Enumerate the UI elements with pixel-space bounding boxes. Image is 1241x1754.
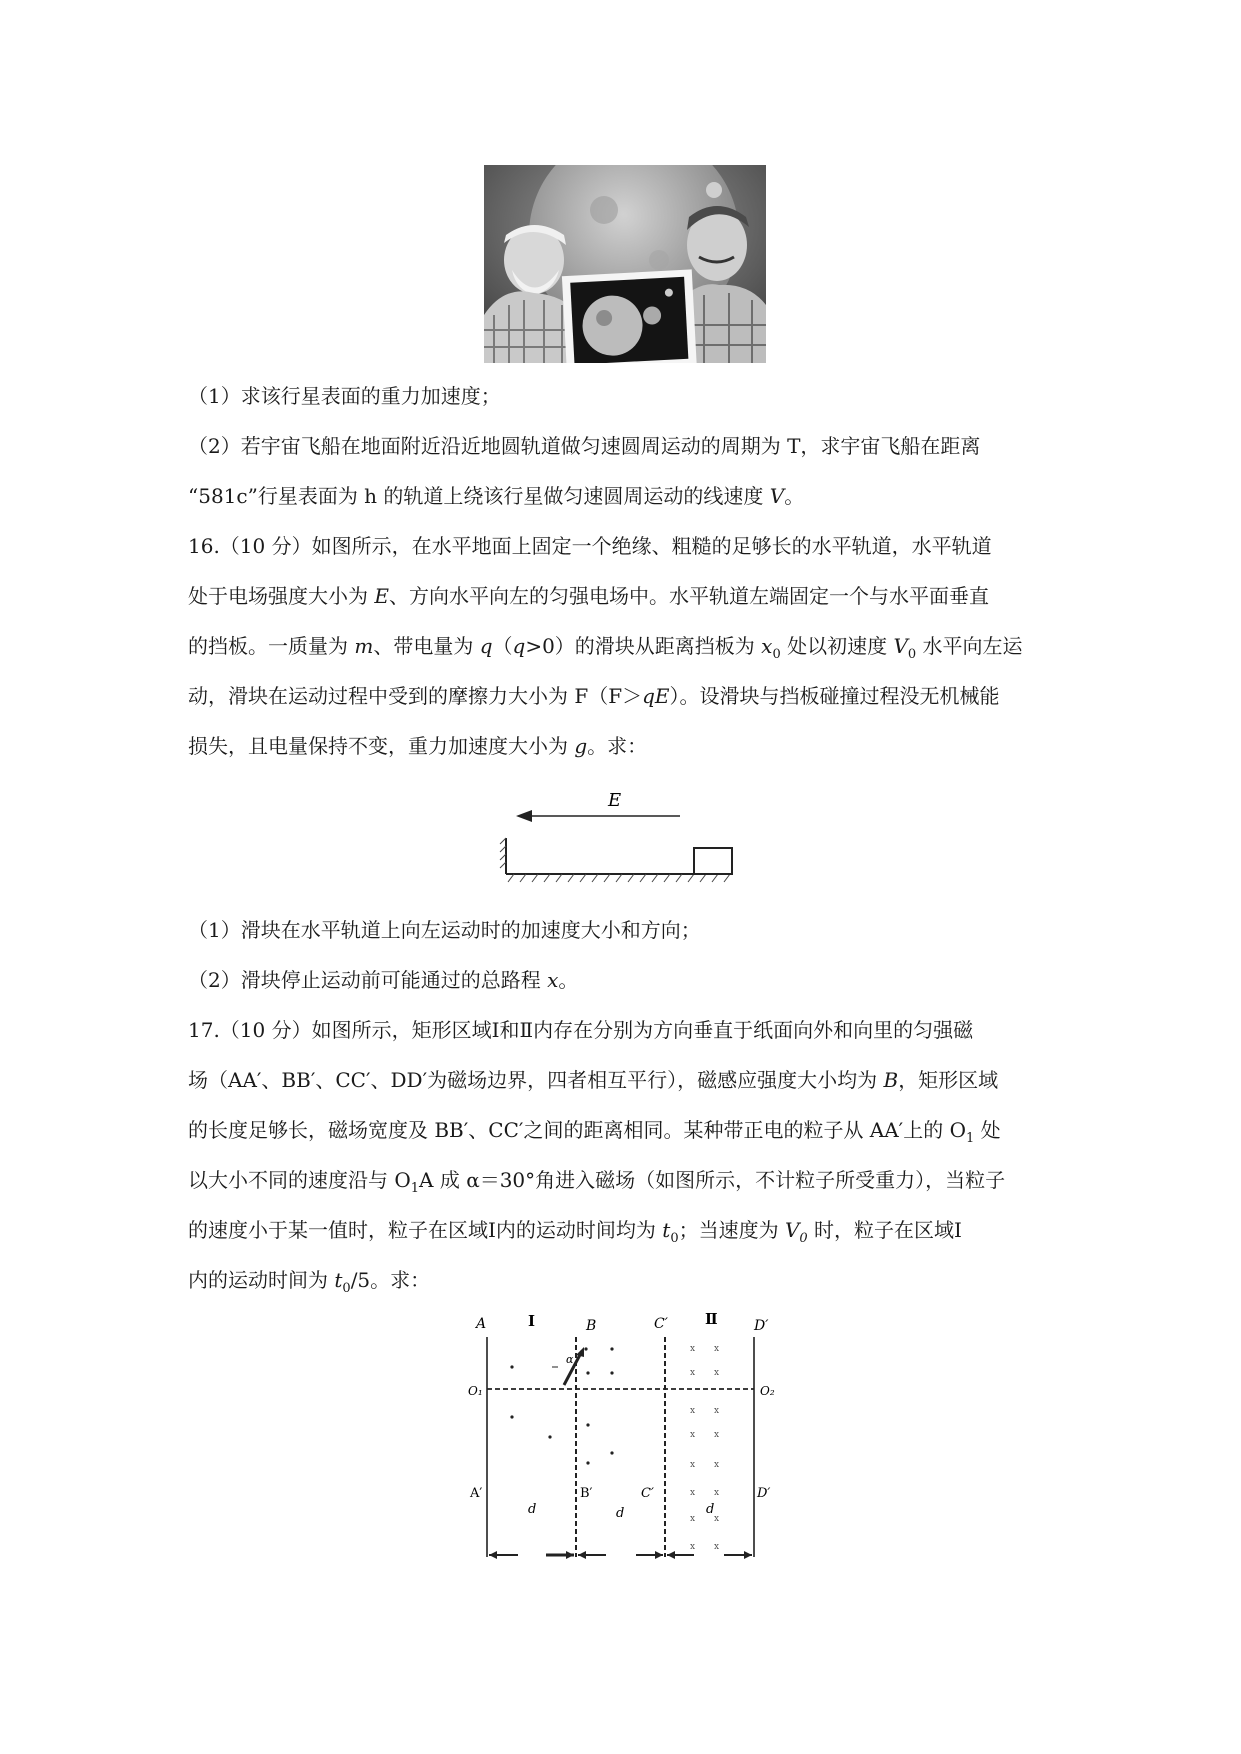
label-d1: d xyxy=(528,1502,537,1517)
svg-text:x: x xyxy=(714,1460,720,1470)
field-crosses-region-II xyxy=(690,1344,719,1552)
label-Dp-bottom: D′ xyxy=(757,1486,771,1501)
q16-part1: （1）滑块在水平轨道上向左运动时的加速度大小和方向； xyxy=(188,918,701,942)
field-arrowhead xyxy=(516,810,532,822)
label-Cp: C′ xyxy=(654,1316,668,1332)
q17-line3: 的长度足够长，磁场宽度及 BB′、CC′之间的距离相同。某种带正电的粒子从 AA′上的 $O_1$ 处 xyxy=(188,1118,1001,1146)
q15-part1: （1）求该行星表面的重力加速度； xyxy=(188,384,501,408)
magnetic-field-figure xyxy=(468,1305,790,1575)
q16-line3: 的挡板。一质量为 m、带电量为 q（q>0）的滑块从距离挡板为 $x_0$ 处以初速度 $V_0$ 水平向左运 xyxy=(188,634,1023,662)
svg-text:x: x xyxy=(690,1344,696,1354)
svg-text:x: x xyxy=(714,1514,720,1524)
label-d2: d xyxy=(616,1506,625,1521)
label-Dp: D′ xyxy=(754,1318,769,1334)
label-Ap: A′ xyxy=(470,1486,483,1501)
q15-part2-line2: “581c”行星表面为 h 的轨道上绕该行星做匀速圆周运动的线速度 V。 xyxy=(188,484,805,508)
label-d3: d xyxy=(706,1502,715,1517)
svg-text:x: x xyxy=(714,1430,720,1440)
q15-part2-line1: （2）若宇宙飞船在地面附近沿近地圆轨道做匀速圆周运动的周期为 T，求宇宙飞船在距离 xyxy=(188,434,981,458)
q16-line2: 处于电场强度大小为 E、方向水平向左的匀强电场中。水平轨道左端固定一个与水平面垂直 xyxy=(188,584,989,608)
track-hatch xyxy=(508,874,730,882)
q16-line1: 16.（10 分）如图所示，在水平地面上固定一个绝缘、粗糙的足够长的水平轨道，水平轨道 xyxy=(188,534,992,558)
svg-text:x: x xyxy=(714,1488,720,1498)
label-Cp-bottom: C′ xyxy=(641,1486,654,1501)
label-Bp: B′ xyxy=(580,1486,593,1501)
svg-text:x: x xyxy=(690,1368,696,1378)
q16-part2: （2）滑块停止运动前可能通过的总路程 x。 xyxy=(188,968,579,992)
svg-text:x: x xyxy=(690,1430,696,1440)
q17-line6: 内的运动时间为 $t_0/5$。求： xyxy=(188,1268,431,1296)
label-B: B xyxy=(586,1318,597,1334)
q16-line5: 损失，且电量保持不变，重力加速度大小为 g。求： xyxy=(188,734,648,758)
label-region-II: Ⅱ xyxy=(705,1310,718,1328)
svg-text:x: x xyxy=(690,1542,696,1552)
svg-text:x: x xyxy=(714,1542,720,1552)
velocity-arrowhead xyxy=(576,1347,584,1357)
field-dots-region-I xyxy=(510,1347,613,1464)
svg-text:x: x xyxy=(690,1514,696,1524)
label-O1: O₁ xyxy=(468,1384,483,1398)
label-alpha: α xyxy=(566,1353,574,1366)
svg-text:x: x xyxy=(714,1344,720,1354)
svg-text:x: x xyxy=(690,1406,696,1416)
q16-line4: 动，滑块在运动过程中受到的摩擦力大小为 F（F＞qE）。设滑块与挡板碰撞过程没无机械能 xyxy=(188,684,1000,708)
svg-text:x: x xyxy=(690,1488,696,1498)
q17-line1: 17.（10 分）如图所示，矩形区域Ⅰ和Ⅱ内存在分别为方向垂直于纸面向外和向里的匀强磁 xyxy=(188,1018,974,1042)
electric-field-figure xyxy=(498,782,738,886)
planet-photo xyxy=(484,165,766,363)
svg-text:x: x xyxy=(690,1460,696,1470)
svg-text:x: x xyxy=(714,1406,720,1416)
slider-block xyxy=(694,848,732,874)
label-region-I: Ⅰ xyxy=(528,1312,536,1330)
q17-line2: 场（AA′、BB′、CC′、DD′为磁场边界，四者相互平行），磁感应强度大小均为 B，矩形区域 xyxy=(188,1068,999,1092)
label-O2: O₂ xyxy=(760,1384,775,1398)
field-label-E: E xyxy=(608,790,622,811)
svg-text:x: x xyxy=(714,1368,720,1378)
label-A: A xyxy=(476,1316,487,1332)
q17-line5: 的速度小于某一值时，粒子在区域Ⅰ内的运动时间均为 $t_0$；当速度为 $V_0$ 时，粒子在区域Ⅰ xyxy=(188,1218,962,1246)
width-arrowheads xyxy=(489,1551,752,1559)
q17-line4: 以大小不同的速度沿与 $O_1A$ 成 α＝30°角进入磁场（如图所示，不计粒子所受重力），当粒子 xyxy=(188,1168,1006,1196)
